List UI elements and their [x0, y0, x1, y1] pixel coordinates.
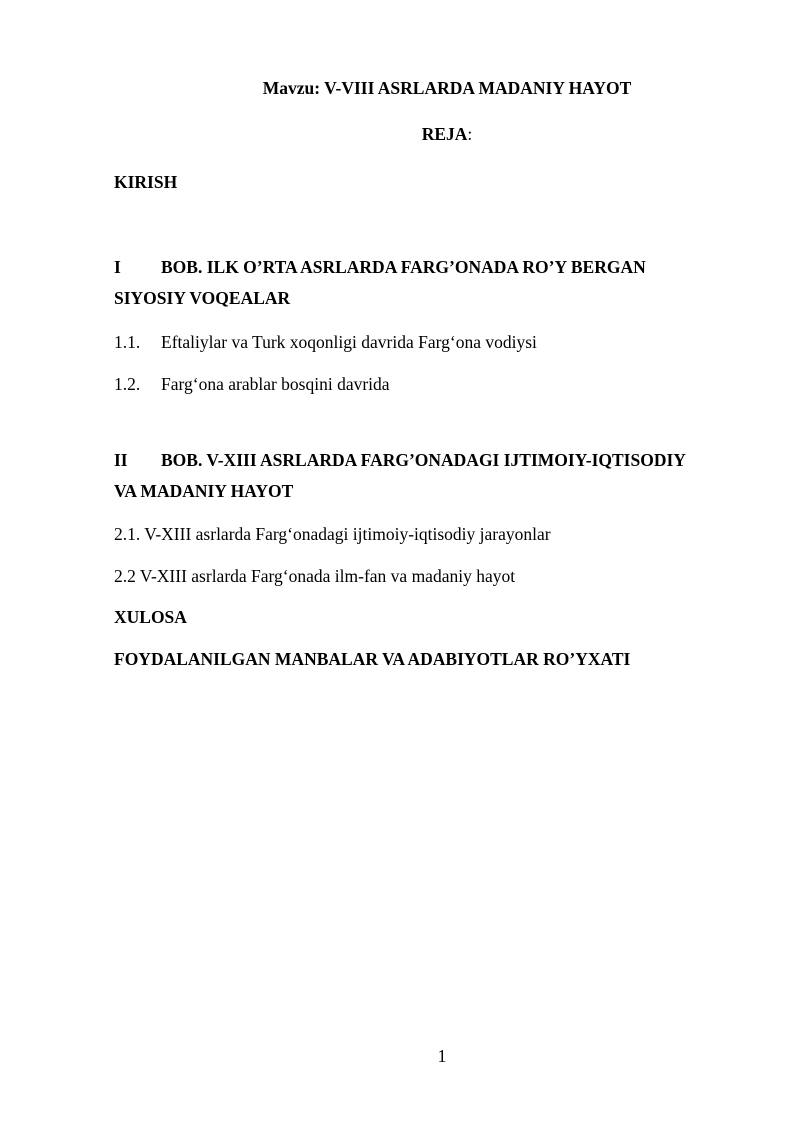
chapter1-number: I [114, 257, 121, 277]
chapter2-title-line2: VA MADANIY HAYOT [114, 481, 294, 501]
plan-heading-colon: : [467, 124, 473, 144]
chapter1-item-text: Eftaliylar va Turk xoqonligi davrida Farg‘ona vodiysi [161, 332, 537, 352]
page-number: 1 [437, 1046, 447, 1066]
plan-heading-text: REJA [421, 124, 468, 144]
chapter1-item [114, 331, 537, 353]
chapter1-item-number: 1.2. [114, 374, 141, 394]
chapter1-item-number: 1.1. [114, 332, 141, 352]
chapter1-title-line1: BOB. ILK O’RTA ASRLARDA FARG’ONADA RO’Y BERGAN [161, 257, 646, 277]
section-intro: KIRISH [114, 172, 178, 192]
document-title: Mavzu: V-VIII ASRLARDA MADANIY HAYOT [262, 78, 632, 98]
chapter1-title-line2: SIYOSIY VOQEALAR [114, 288, 291, 308]
chapter2-number: II [114, 450, 128, 470]
chapter2-heading [114, 449, 686, 471]
chapter1-item-text: Farg‘ona arablar bosqini davrida [161, 374, 390, 394]
section-references: FOYDALANILGAN MANBALAR VA ADABIYOTLAR RO’YXATI [114, 649, 631, 669]
chapter2-item: 2.1. V-XIII asrlarda Farg‘onadagi ijtimoiy-iqtisodiy jarayonlar [114, 524, 551, 544]
chapter1-item [114, 373, 390, 395]
section-conclusion: XULOSA [114, 607, 187, 627]
plan-heading [0, 123, 800, 145]
chapter2-title-line1: BOB. V-XIII ASRLARDA FARG’ONADAGI IJTIMOIY-IQTISODIY [161, 450, 686, 470]
chapter2-item: 2.2 V-XIII asrlarda Farg‘onada ilm-fan va madaniy hayot [114, 566, 516, 586]
chapter1-heading [114, 256, 646, 278]
